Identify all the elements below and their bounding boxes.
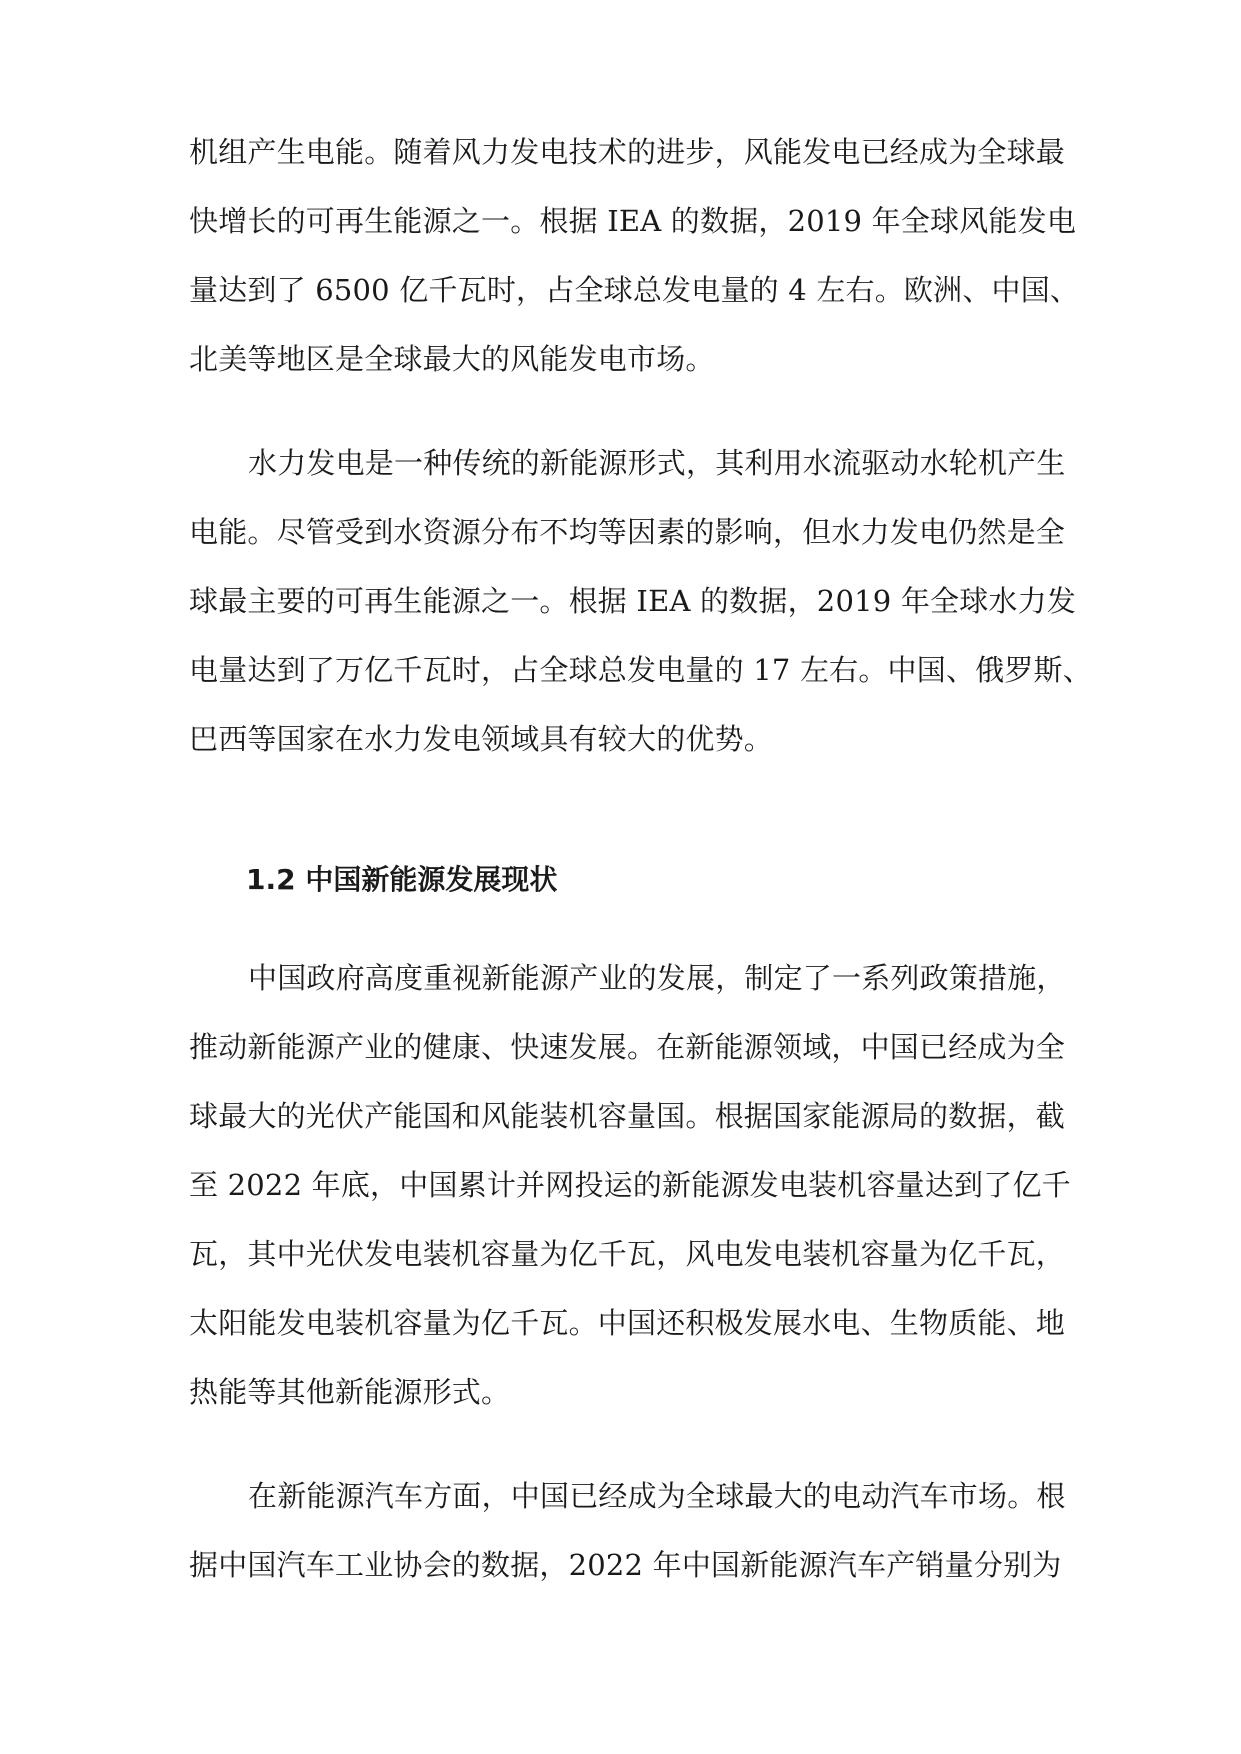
paragraph-line: 至 2022 年底，中国累计并网投运的新能源发电装机容量达到了亿千	[189, 1168, 1071, 1202]
paragraph-line: 电能。尽管受到水资源分布不均等因素的影响，但水力发电仍然是全	[189, 515, 1066, 549]
paragraph-line: 机组产生电能。随着风力发电技术的进步，风能发电已经成为全球最	[189, 135, 1066, 169]
paragraph-line: 在新能源汽车方面，中国已经成为全球最大的电动汽车市场。根	[248, 1479, 1066, 1513]
paragraph-line: 北美等地区是全球最大的风能发电市场。	[189, 342, 715, 376]
paragraph-line: 热能等其他新能源形式。	[189, 1375, 511, 1409]
paragraph-line: 推动新能源产业的健康、快速发展。在新能源领域，中国已经成为全	[189, 1030, 1066, 1064]
paragraph-line: 据中国汽车工业协会的数据，2022 年中国新能源汽车产销量分别为	[189, 1548, 1062, 1582]
paragraph-line: 球最大的光伏产能国和风能装机容量国。根据国家能源局的数据，截	[189, 1099, 1066, 1133]
paragraph-line: 巴西等国家在水力发电领域具有较大的优势。	[189, 722, 774, 756]
paragraph-line: 电量达到了万亿千瓦时，占全球总发电量的 17 左右。中国、俄罗斯、	[189, 653, 1092, 687]
paragraph-line: 量达到了 6500 亿千瓦时，占全球总发电量的 4 左右。欧洲、中国、	[189, 273, 1080, 307]
paragraph-line: 球最主要的可再生能源之一。根据 IEA 的数据，2019 年全球水力发	[189, 584, 1077, 618]
section-heading: 1.2 中国新能源发展现状	[246, 863, 558, 896]
paragraph-line: 太阳能发电装机容量为亿千瓦。中国还积极发展水电、生物质能、地	[189, 1306, 1066, 1340]
paragraph-line: 快增长的可再生能源之一。根据 IEA 的数据，2019 年全球风能发电	[189, 204, 1077, 238]
paragraph-line: 瓦，其中光伏发电装机容量为亿千瓦，风电发电装机容量为亿千瓦，	[189, 1237, 1066, 1271]
paragraph-line: 水力发电是一种传统的新能源形式，其利用水流驱动水轮机产生	[248, 446, 1066, 480]
paragraph-line: 中国政府高度重视新能源产业的发展，制定了一系列政策措施，	[248, 961, 1066, 995]
